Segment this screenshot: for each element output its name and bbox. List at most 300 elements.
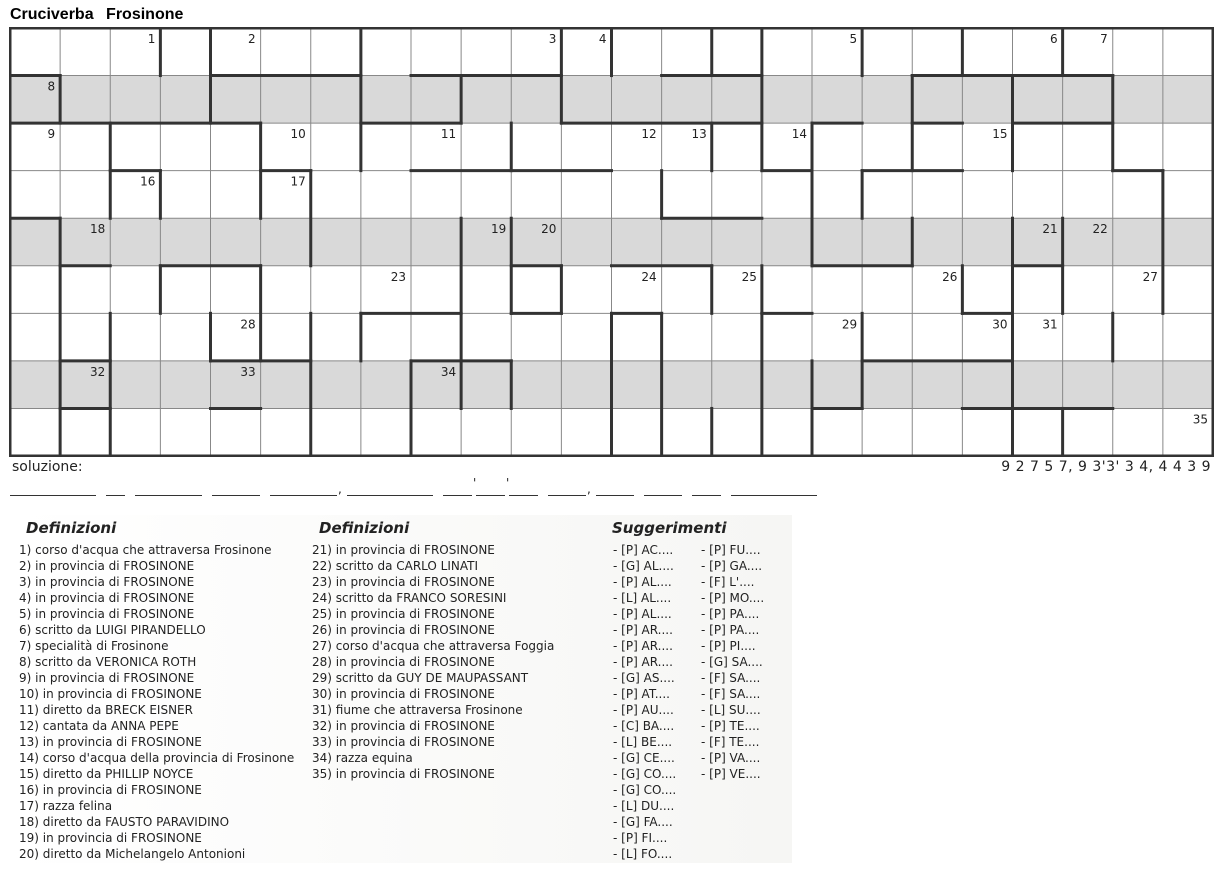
grid-cell[interactable] — [10, 313, 60, 361]
grid-cell[interactable] — [1163, 171, 1213, 219]
grid-cell[interactable] — [1063, 266, 1113, 314]
grid-cell[interactable] — [110, 361, 160, 409]
grid-cell[interactable] — [1163, 28, 1213, 76]
grid-cell[interactable] — [962, 28, 1012, 76]
grid-cell[interactable] — [712, 171, 762, 219]
grid-cell[interactable] — [211, 218, 261, 266]
definitions-column-1 — [14, 515, 314, 862]
clue-number: 6 — [1049, 32, 1058, 46]
grid-cell[interactable] — [812, 171, 862, 219]
suggestions-list-1 — [600, 542, 701, 862]
grid-cell[interactable] — [712, 28, 762, 76]
grid-cell[interactable] — [862, 218, 912, 266]
definition-item: 17) razza felina — [19, 799, 113, 813]
suggestion-item: - [P] PA.... — [701, 623, 760, 637]
grid-cell[interactable] — [211, 266, 261, 314]
grid-cell[interactable] — [662, 313, 712, 361]
clue-number: 33 — [240, 364, 256, 379]
definition-item: 18) diretto da FAUSTO PARAVIDINO — [19, 815, 230, 829]
suggestion-item: - [G] CO.... — [613, 783, 677, 797]
definition-item: 32) in provincia di FROSINONE — [312, 719, 495, 733]
clue-number: 20 — [541, 222, 557, 237]
grid-cell[interactable] — [1063, 76, 1113, 124]
definition-item: 28) in provincia di FROSINONE — [312, 655, 495, 669]
grid-cell[interactable] — [662, 76, 712, 124]
clue-number: 30 — [992, 317, 1008, 332]
definition-item: 35) in provincia di FROSINONE — [312, 767, 495, 781]
suggestions-header: Suggerimenti — [612, 519, 727, 537]
grid-cell[interactable] — [311, 218, 361, 266]
grid-cell[interactable] — [962, 76, 1012, 124]
grid-cell[interactable] — [511, 361, 561, 409]
grid-cell[interactable] — [160, 171, 210, 219]
grid-cell[interactable] — [762, 266, 812, 314]
solution-blank[interactable] — [476, 495, 505, 496]
grid-cell[interactable] — [1163, 313, 1213, 361]
clue-number: 17 — [290, 174, 306, 189]
suggestion-item: - [C] BA.... — [613, 719, 675, 733]
clue-number: 31 — [1042, 317, 1058, 332]
clue-number: 12 — [641, 127, 657, 142]
grid-cell[interactable] — [461, 28, 511, 76]
grid-cell[interactable] — [912, 123, 962, 171]
definitions-column-2 — [307, 515, 607, 782]
clue-number: 15 — [992, 127, 1008, 142]
clue-number: 5 — [849, 32, 858, 46]
definition-item: 30) in provincia di FROSINONE — [312, 687, 495, 701]
definitions-header-2: Definizioni — [319, 519, 410, 537]
clues-panel — [14, 515, 792, 863]
suggestion-item: - [P] AT.... — [613, 687, 670, 701]
solution-separator: ' — [473, 476, 477, 490]
definition-item: 25) in provincia di FROSINONE — [312, 607, 495, 621]
grid-cell[interactable] — [1113, 361, 1163, 409]
suggestion-item: - [F] SA.... — [701, 687, 761, 701]
grid-cell[interactable] — [361, 171, 411, 219]
grid-cell[interactable] — [1113, 218, 1163, 266]
suggestion-item: - [F] L'.... — [701, 575, 755, 589]
crossword-grid[interactable] — [9, 27, 1214, 457]
grid-cell[interactable] — [912, 361, 962, 409]
grid-cell[interactable] — [411, 266, 461, 314]
grid-cell[interactable] — [261, 361, 311, 409]
grid-cell[interactable] — [110, 266, 160, 314]
grid-cell[interactable] — [511, 266, 561, 314]
grid-cell[interactable] — [311, 123, 361, 171]
definition-item: 20) diretto da Michelangelo Antonioni — [19, 847, 246, 861]
clue-number: 32 — [89, 364, 106, 379]
definition-item: 23) in provincia di FROSINONE — [312, 575, 495, 589]
grid-cell[interactable] — [110, 218, 160, 266]
solution-blank[interactable] — [548, 495, 586, 496]
grid-cell[interactable] — [160, 76, 210, 124]
grid-cell[interactable] — [812, 361, 862, 409]
grid-cell[interactable] — [612, 76, 662, 124]
grid-cell[interactable] — [511, 408, 561, 456]
clue-number: 22 — [1092, 222, 1108, 237]
grid-cell[interactable] — [1013, 361, 1063, 409]
grid-cell[interactable] — [411, 408, 461, 456]
suggestion-item: - [G] AL.... — [613, 559, 674, 573]
grid-cell[interactable] — [311, 313, 361, 361]
clue-number: 7 — [1100, 32, 1108, 46]
grid-cell[interactable] — [812, 218, 862, 266]
grid-cell[interactable] — [160, 313, 210, 361]
grid-cell[interactable] — [261, 408, 311, 456]
solution-blank[interactable] — [347, 495, 433, 496]
solution-blank[interactable] — [135, 495, 202, 496]
grid-cell[interactable] — [361, 28, 411, 76]
clue-number: 13 — [691, 127, 707, 142]
grid-cell[interactable] — [361, 361, 411, 409]
grid-cell[interactable] — [1013, 123, 1063, 171]
grid-cell[interactable] — [461, 408, 511, 456]
clue-number: 2 — [247, 32, 256, 46]
grid-cell[interactable] — [10, 218, 60, 266]
solution-blank[interactable] — [106, 495, 125, 496]
grid-cell[interactable] — [10, 408, 60, 456]
grid-cell[interactable] — [511, 123, 561, 171]
grid-cell[interactable] — [561, 123, 611, 171]
definitions-header-1: Definizioni — [26, 519, 117, 537]
grid-cell[interactable] — [862, 361, 912, 409]
grid-cell[interactable] — [862, 28, 912, 76]
grid-cell[interactable] — [762, 171, 812, 219]
definition-item: 16) in provincia di FROSINONE — [19, 783, 202, 797]
grid-cell[interactable] — [1163, 361, 1213, 409]
grid-cell[interactable] — [912, 313, 962, 361]
grid-cell[interactable] — [862, 313, 912, 361]
grid-cell[interactable] — [261, 266, 311, 314]
definition-item: 4) in provincia di FROSINONE — [19, 591, 195, 605]
grid-cell[interactable] — [561, 171, 611, 219]
solution-lines[interactable] — [10, 478, 830, 498]
solution-blank[interactable] — [10, 495, 96, 496]
suggestion-item: - [G] AS.... — [613, 671, 675, 685]
grid-cell[interactable] — [962, 171, 1012, 219]
definition-item: 7) specialità di Frosinone — [19, 639, 169, 653]
clue-number: 29 — [841, 317, 858, 332]
grid-cell[interactable] — [211, 408, 261, 456]
grid-cell[interactable] — [1163, 266, 1213, 314]
grid-cell[interactable] — [962, 361, 1012, 409]
definition-item: 29) scritto da GUY DE MAUPASSANT — [312, 671, 529, 685]
grid-cell[interactable] — [762, 361, 812, 409]
grid-cell[interactable] — [361, 313, 411, 361]
grid-cell[interactable] — [10, 266, 60, 314]
clue-number: 34 — [440, 364, 457, 379]
suggestion-item: - [G] SA.... — [701, 655, 763, 669]
grid-cell[interactable] — [862, 266, 912, 314]
definition-item: 19) in provincia di FROSINONE — [19, 831, 202, 845]
suggestion-item: - [P] TE.... — [701, 719, 760, 733]
definition-item: 14) corso d'acqua della provincia di Frosinone — [19, 751, 295, 765]
grid-cell[interactable] — [1113, 123, 1163, 171]
clue-number: 3 — [548, 32, 557, 46]
grid-cell[interactable] — [311, 76, 361, 124]
solution-blank[interactable] — [644, 495, 682, 496]
grid-cell[interactable] — [411, 218, 461, 266]
grid-cell[interactable] — [311, 171, 361, 219]
definition-item: 27) corso d'acqua che attraversa Foggia — [312, 639, 555, 653]
suggestion-item: - [G] CO.... — [613, 767, 677, 781]
definition-item: 2) in provincia di FROSINONE — [19, 559, 195, 573]
grid-cell[interactable] — [612, 408, 662, 456]
grid-cell[interactable] — [612, 28, 662, 76]
grid-cell[interactable] — [60, 408, 110, 456]
grid-cell[interactable] — [1063, 123, 1113, 171]
grid-cell[interactable] — [60, 266, 110, 314]
grid-cell[interactable] — [311, 408, 361, 456]
grid-cell[interactable] — [211, 123, 261, 171]
grid-cell[interactable] — [211, 171, 261, 219]
clue-number: 25 — [741, 269, 757, 284]
suggestion-item: - [F] TE.... — [701, 735, 760, 749]
suggestion-item: - [P] AR.... — [613, 655, 673, 669]
grid-cell[interactable] — [110, 76, 160, 124]
grid-cell[interactable] — [812, 123, 862, 171]
grid-cell[interactable] — [561, 218, 611, 266]
grid-cell[interactable] — [211, 76, 261, 124]
grid-cell[interactable] — [561, 76, 611, 124]
grid-cell[interactable] — [962, 218, 1012, 266]
grid-cell[interactable] — [762, 76, 812, 124]
definition-item: 15) diretto da PHILLIP NOYCE — [19, 767, 194, 781]
grid-cell[interactable] — [561, 361, 611, 409]
grid-cell[interactable] — [912, 218, 962, 266]
grid-cell[interactable] — [862, 123, 912, 171]
clue-number: 8 — [47, 79, 56, 94]
suggestion-item: - [P] AL.... — [613, 607, 672, 621]
grid-cell[interactable] — [1113, 28, 1163, 76]
grid-cell[interactable] — [561, 408, 611, 456]
grid-cell[interactable] — [1013, 76, 1063, 124]
grid-cell[interactable] — [762, 28, 812, 76]
grid-cell[interactable] — [261, 76, 311, 124]
suggestion-item: - [P] AU.... — [613, 703, 674, 717]
grid-cell[interactable] — [160, 361, 210, 409]
grid-cell[interactable] — [511, 171, 561, 219]
grid-cell[interactable] — [311, 28, 361, 76]
grid-cell[interactable] — [662, 408, 712, 456]
suggestion-item: - [P] AC.... — [613, 543, 674, 557]
grid-cell[interactable] — [662, 218, 712, 266]
grid-cell[interactable] — [160, 123, 210, 171]
grid-cell[interactable] — [812, 266, 862, 314]
title-label: Cruciverba — [10, 6, 94, 23]
grid-cell[interactable] — [712, 123, 762, 171]
grid-cell[interactable] — [1063, 171, 1113, 219]
grid-cell[interactable] — [60, 313, 110, 361]
definition-item: 12) cantata da ANNA PEPE — [19, 719, 179, 733]
grid-cell[interactable] — [461, 266, 511, 314]
grid-cell[interactable] — [511, 313, 561, 361]
grid-cell[interactable] — [160, 266, 210, 314]
clue-number: 27 — [1142, 269, 1158, 284]
grid-cell[interactable] — [160, 28, 210, 76]
grid-cell[interactable] — [261, 313, 311, 361]
solution-blank[interactable] — [692, 495, 721, 496]
definition-item: 10) in provincia di FROSINONE — [19, 687, 202, 701]
grid-cell[interactable] — [361, 408, 411, 456]
clue-number: 9 — [47, 127, 56, 142]
grid-cell[interactable] — [712, 361, 762, 409]
solution-separator: ' — [506, 476, 510, 490]
grid-cell[interactable] — [962, 408, 1012, 456]
grid-cell[interactable] — [762, 408, 812, 456]
suggestion-item: - [P] VA.... — [701, 751, 761, 765]
definition-item: 31) fiume che attraversa Frosinone — [312, 703, 523, 717]
grid-cell[interactable] — [1063, 313, 1113, 361]
grid-cell[interactable] — [60, 28, 110, 76]
clue-number: 35 — [1192, 412, 1208, 427]
clue-number: 11 — [440, 127, 457, 142]
definition-item: 6) scritto da LUIGI PIRANDELLO — [19, 623, 206, 637]
clue-number: 14 — [791, 127, 807, 142]
grid-svg[interactable] — [9, 27, 1214, 457]
grid-cell[interactable] — [1113, 76, 1163, 124]
grid-cell[interactable] — [762, 313, 812, 361]
suggestion-item: - [L] DU.... — [613, 799, 675, 813]
grid-cell[interactable] — [461, 361, 511, 409]
grid-cell[interactable] — [411, 76, 461, 124]
grid-cell[interactable] — [662, 171, 712, 219]
grid-cell[interactable] — [1163, 123, 1213, 171]
grid-cell[interactable] — [712, 218, 762, 266]
grid-cell[interactable] — [60, 171, 110, 219]
grid-cell[interactable] — [1063, 408, 1113, 456]
definition-item: 22) scritto da CARLO LINATI — [312, 559, 479, 573]
definition-item: 9) in provincia di FROSINONE — [19, 671, 195, 685]
grid-cell[interactable] — [612, 313, 662, 361]
grid-cell[interactable] — [712, 408, 762, 456]
solution-blank[interactable] — [270, 495, 337, 496]
grid-cell[interactable] — [1013, 266, 1063, 314]
definition-item: 26) in provincia di FROSINONE — [312, 623, 495, 637]
definition-item: 33) in provincia di FROSINONE — [312, 735, 495, 749]
grid-cell[interactable] — [461, 123, 511, 171]
definition-item: 1) corso d'acqua che attraversa Frosinone — [19, 543, 272, 557]
grid-cell[interactable] — [1113, 313, 1163, 361]
grid-cell[interactable] — [461, 313, 511, 361]
grid-cell[interactable] — [862, 408, 912, 456]
grid-cell[interactable] — [461, 76, 511, 124]
grid-cell[interactable] — [862, 76, 912, 124]
grid-cell[interactable] — [812, 76, 862, 124]
grid-cell[interactable] — [110, 123, 160, 171]
suggestion-item: - [L] SU.... — [701, 703, 761, 717]
grid-cell[interactable] — [662, 266, 712, 314]
definition-item: 34) razza equina — [312, 751, 413, 765]
grid-cell[interactable] — [912, 171, 962, 219]
suggestion-item: - [P] AR.... — [613, 639, 673, 653]
grid-cell[interactable] — [712, 313, 762, 361]
suggestion-item: - [P] AL.... — [613, 575, 672, 589]
suggestions-column — [600, 515, 790, 862]
grid-cell[interactable] — [812, 408, 862, 456]
suggestion-item: - [G] FA.... — [613, 815, 673, 829]
solution-blank[interactable] — [509, 495, 538, 496]
grid-cell[interactable] — [10, 28, 60, 76]
page-title — [10, 6, 183, 24]
grid-cell[interactable] — [261, 218, 311, 266]
grid-cell[interactable] — [662, 28, 712, 76]
grid-cell[interactable] — [461, 171, 511, 219]
grid-cell[interactable] — [110, 313, 160, 361]
definition-item: 5) in provincia di FROSINONE — [19, 607, 195, 621]
grid-cell[interactable] — [1163, 218, 1213, 266]
solution-blank[interactable] — [596, 495, 634, 496]
grid-cell[interactable] — [561, 313, 611, 361]
grid-cell[interactable] — [160, 408, 210, 456]
grid-cell[interactable] — [10, 361, 60, 409]
grid-cell[interactable] — [912, 408, 962, 456]
definition-item: 11) diretto da BRECK EISNER — [19, 703, 193, 717]
solution-blank[interactable] — [731, 495, 817, 496]
grid-cell[interactable] — [1063, 361, 1113, 409]
grid-cell[interactable] — [411, 313, 461, 361]
grid-cell[interactable] — [361, 123, 411, 171]
grid-cell[interactable] — [261, 28, 311, 76]
title-city: Frosinone — [106, 6, 184, 23]
grid-cell[interactable] — [411, 28, 461, 76]
solution-blank[interactable] — [443, 495, 472, 496]
grid-cell[interactable] — [612, 171, 662, 219]
clue-number: 19 — [490, 222, 507, 237]
suggestion-item: - [P] PA.... — [701, 607, 760, 621]
definitions-list-1 — [14, 542, 314, 862]
grid-cell[interactable] — [361, 76, 411, 124]
grid-cell[interactable] — [912, 28, 962, 76]
grid-cell[interactable] — [912, 76, 962, 124]
clue-number: 16 — [140, 174, 156, 189]
grid-cell[interactable] — [361, 218, 411, 266]
grid-cell[interactable] — [511, 76, 561, 124]
grid-cell[interactable] — [10, 171, 60, 219]
suggestion-item: - [P] FU.... — [701, 543, 761, 557]
grid-cell[interactable] — [311, 266, 361, 314]
grid-cell[interactable] — [110, 408, 160, 456]
clue-number: 28 — [240, 317, 256, 332]
grid-cell[interactable] — [160, 218, 210, 266]
solution-separator: , — [587, 482, 591, 496]
definition-item: 21) in provincia di FROSINONE — [312, 543, 495, 557]
grid-cell[interactable] — [1113, 171, 1163, 219]
solution-separator: , — [338, 482, 342, 496]
grid-cell[interactable] — [862, 171, 912, 219]
grid-cell[interactable] — [1013, 408, 1063, 456]
grid-cell[interactable] — [311, 361, 361, 409]
grid-cell[interactable] — [612, 361, 662, 409]
grid-cell[interactable] — [1013, 171, 1063, 219]
grid-cell[interactable] — [662, 361, 712, 409]
definition-item: 3) in provincia di FROSINONE — [19, 575, 195, 589]
grid-cell[interactable] — [60, 76, 110, 124]
grid-cell[interactable] — [561, 266, 611, 314]
grid-cell[interactable] — [1163, 76, 1213, 124]
grid-cell[interactable] — [60, 123, 110, 171]
grid-cell[interactable] — [962, 266, 1012, 314]
grid-cell[interactable] — [712, 76, 762, 124]
grid-cell[interactable] — [1113, 408, 1163, 456]
grid-cell[interactable] — [411, 171, 461, 219]
clue-number: 21 — [1042, 222, 1058, 237]
solution-blank[interactable] — [212, 495, 260, 496]
suggestion-item: - [L] AL.... — [613, 591, 672, 605]
grid-cell[interactable] — [762, 218, 812, 266]
definitions-list-2 — [307, 542, 607, 782]
grid-cell[interactable] — [612, 218, 662, 266]
